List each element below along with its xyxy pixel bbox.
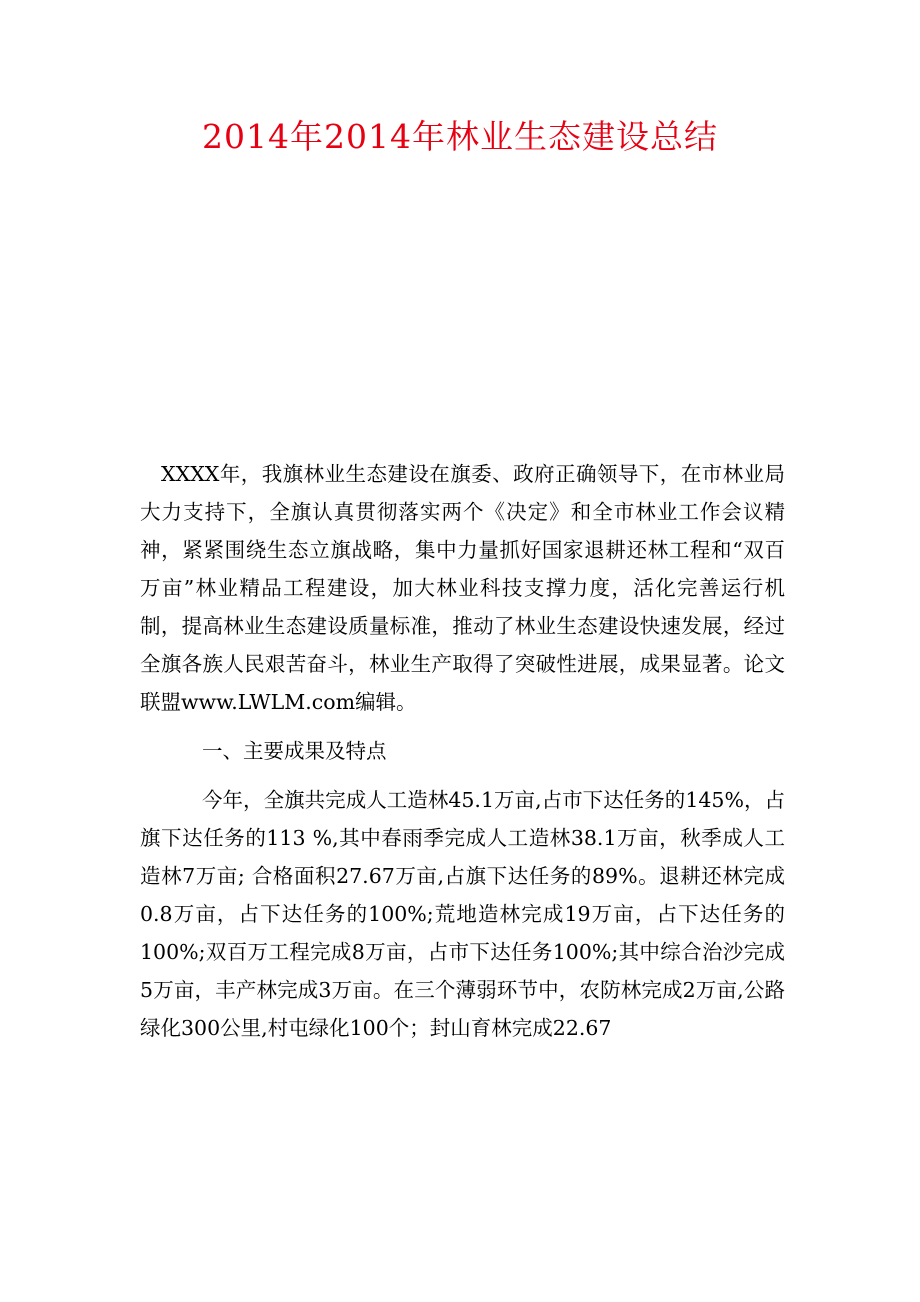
paragraph-intro: XXXX年，我旗林业生态建设在旗委、政府正确领导下，在市林业局大力支持下，全旗认真贯彻落实两个《决定》和全市林业工作会议精神，紧紧围绕生态立旗战略，集中力量抓好国家退耕还林工程和“双百万亩”林业精品工程建设，加大林业科技支撑力度，活化完善运行机制，提高林业生态建设质量标准，推动了林业生态建设快速发展，经过全旗各族人民艰苦奋斗，林业生产取得了突破性进展，成果显著。论文联盟www.LWLM.com编辑。 bbox=[140, 462, 785, 714]
document-body bbox=[140, 455, 785, 1058]
paragraph-results: 今年，全旗共完成人工造林45.1万亩,占市下达任务的145%，占旗下达任务的113 %,其中春雨季完成人工造林38.1万亩，秋季成人工造林7万亩; 合格面积27.67万亩,占旗下达任务的89%。退耕还林完成0.8万亩，占下达任务的100%;荒地造林完成19万亩，占下达任务的100%;双百万工程完成8万亩，占市下达任务100%;其中综合治沙完成5万亩，丰产林完成3万亩。在三个薄弱环节中，农防林完成2万亩,公路绿化300公里,村屯绿化100个；封山育林完成22.67 bbox=[140, 788, 785, 1040]
section-heading-main-results: 一、主要成果及特点 bbox=[202, 739, 387, 763]
document-title: 2014年2014年林业生态建设总结 bbox=[202, 117, 718, 156]
